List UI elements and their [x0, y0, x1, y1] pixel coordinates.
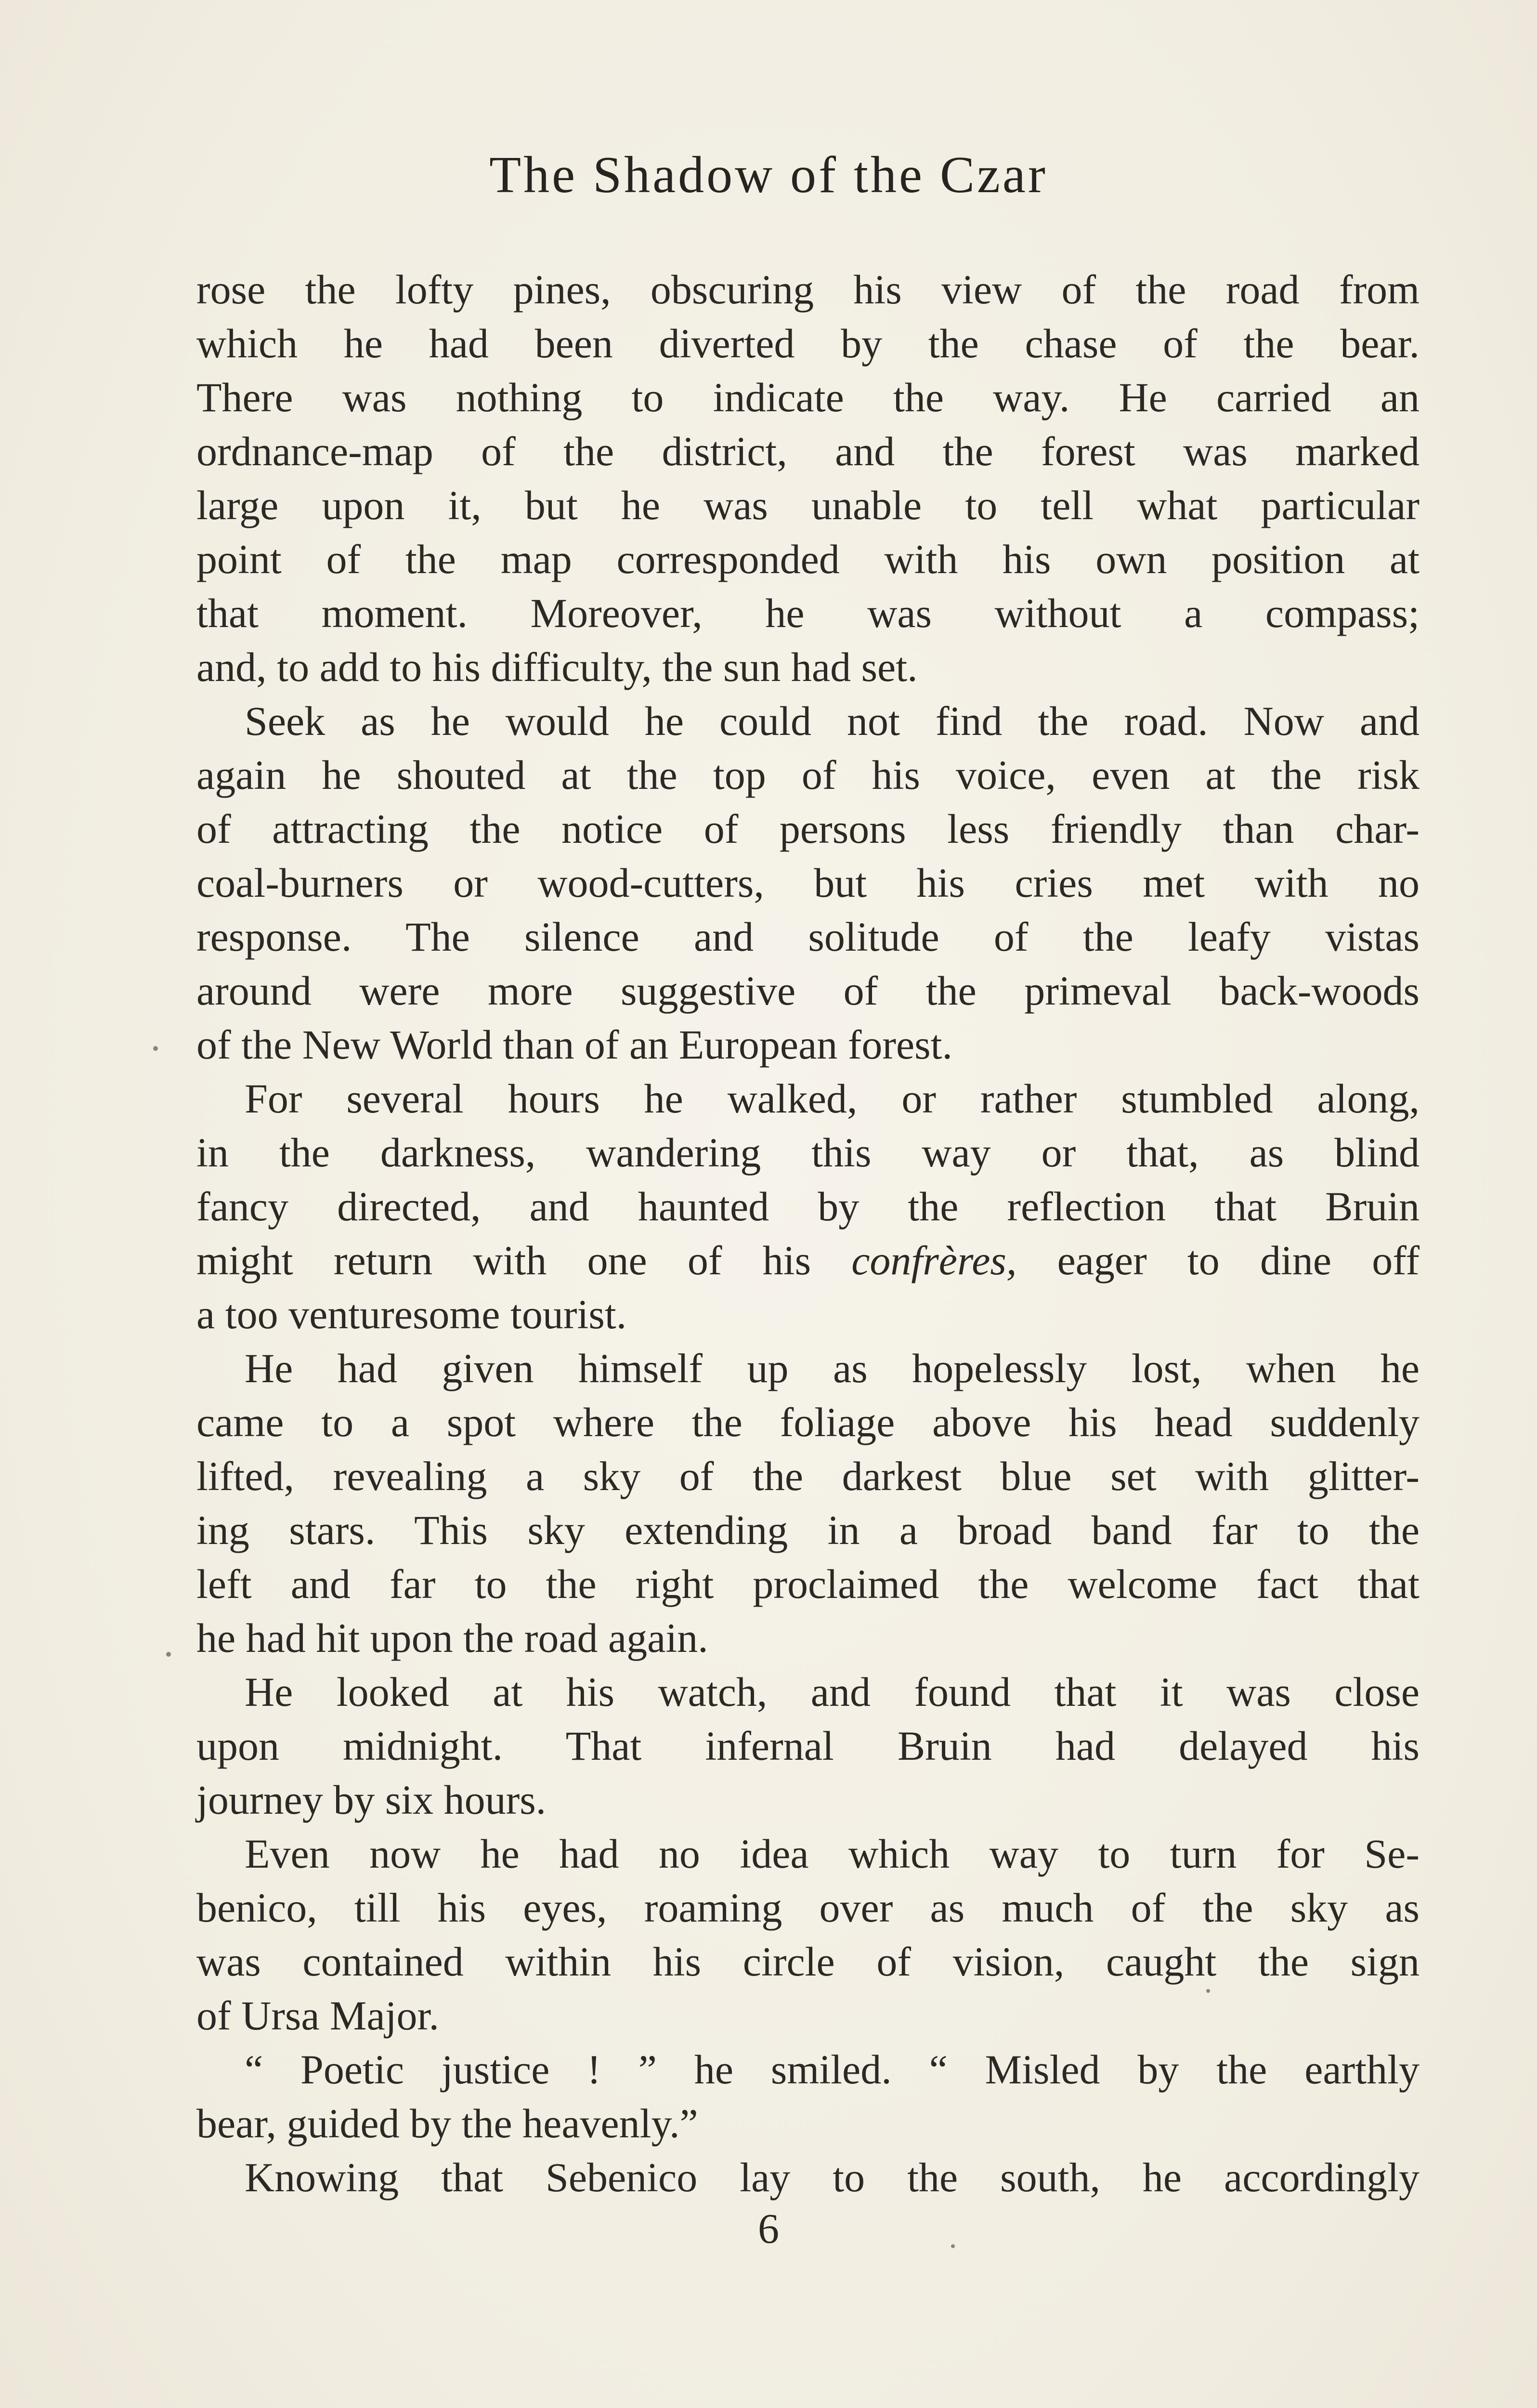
text-line: journey by six hours. — [196, 1777, 547, 1823]
text-line: ordnance-map of the district, and the forest was marked — [196, 428, 1420, 474]
text-line: that moment. Moreover, he was without a compass; — [196, 590, 1420, 636]
text-line: response. The silence and solitude of the leafy vistas — [196, 914, 1420, 960]
text-line: benico, till his eyes, roaming over as much of the sky as — [196, 1885, 1420, 1931]
speck — [153, 1046, 158, 1051]
text-line: of attracting the notice of persons less friendly than char- — [196, 806, 1420, 852]
text-line: ing stars. This sky extending in a broad band far to the — [196, 1507, 1420, 1553]
italic-word: confrères, — [851, 1237, 1017, 1283]
text-line: Seek as he would he could not find the road. Now and — [245, 698, 1420, 744]
text-line: large upon it, but he was unable to tell what particular — [196, 482, 1420, 528]
speck — [951, 2244, 955, 2248]
text-line: again he shouted at the top of his voice, even at the risk — [196, 752, 1420, 798]
text-line: “ Poetic justice ! ” he smiled. “ Misled by the earthly — [245, 2046, 1420, 2093]
text-line: came to a spot where the foliage above his head suddenly — [196, 1399, 1420, 1445]
text-line: He looked at his watch, and found that it was close — [245, 1669, 1420, 1715]
text-line: lifted, revealing a sky of the darkest blue set with glitter- — [196, 1453, 1420, 1499]
text-line: was contained within his circle of vision, caught the sign — [196, 1938, 1420, 1985]
text-line: rose the lofty pines, obscuring his view of the road from — [196, 266, 1420, 313]
speck — [166, 1652, 171, 1657]
text-line: left and far to the right proclaimed the welcome fact that — [196, 1561, 1420, 1607]
text-line: in the darkness, wandering this way or that, as blind — [196, 1129, 1420, 1176]
text-line: of the New World than of an European forest. — [196, 1021, 953, 1068]
text-line: Knowing that Sebenico lay to the south, he accordingly — [245, 2154, 1420, 2200]
text-line: upon midnight. That infernal Bruin had delayed his — [196, 1723, 1420, 1769]
body-text — [196, 262, 1420, 2204]
text-line: and, to add to his difficulty, the sun had set. — [196, 644, 918, 690]
text-line: fancy directed, and haunted by the reflection that Bruin — [196, 1183, 1420, 1230]
running-head: The Shadow of the Czar — [489, 146, 1048, 204]
text-line: coal-burners or wood-cutters, but his cries met with no — [196, 860, 1420, 906]
text-line: Even now he had no idea which way to turn for Se- — [245, 1831, 1420, 1877]
text-line: he had hit upon the road again. — [196, 1615, 708, 1661]
text-line: which he had been diverted by the chase of the bear. — [196, 320, 1420, 366]
text-line: around were more suggestive of the primeval back-woods — [196, 968, 1420, 1014]
page-number: 6 — [758, 2206, 779, 2252]
text-segment: eager to dine off — [1016, 1237, 1420, 1283]
text-line: a too venturesome tourist. — [196, 1291, 627, 1337]
text-line — [196, 1233, 1420, 1287]
text-line: point of the map corresponded with his own position at — [196, 536, 1420, 582]
text-line: of Ursa Major. — [196, 1992, 439, 2039]
text-segment: might return with one of his — [196, 1237, 852, 1283]
text-line: He had given himself up as hopelessly lost, when he — [245, 1345, 1420, 1391]
text-line: For several hours he walked, or rather stumbled along, — [245, 1075, 1420, 1122]
text-line: There was nothing to indicate the way. He carried an — [196, 374, 1420, 420]
speck — [1206, 1989, 1210, 1993]
text-line: bear, guided by the heavenly.” — [196, 2100, 698, 2146]
